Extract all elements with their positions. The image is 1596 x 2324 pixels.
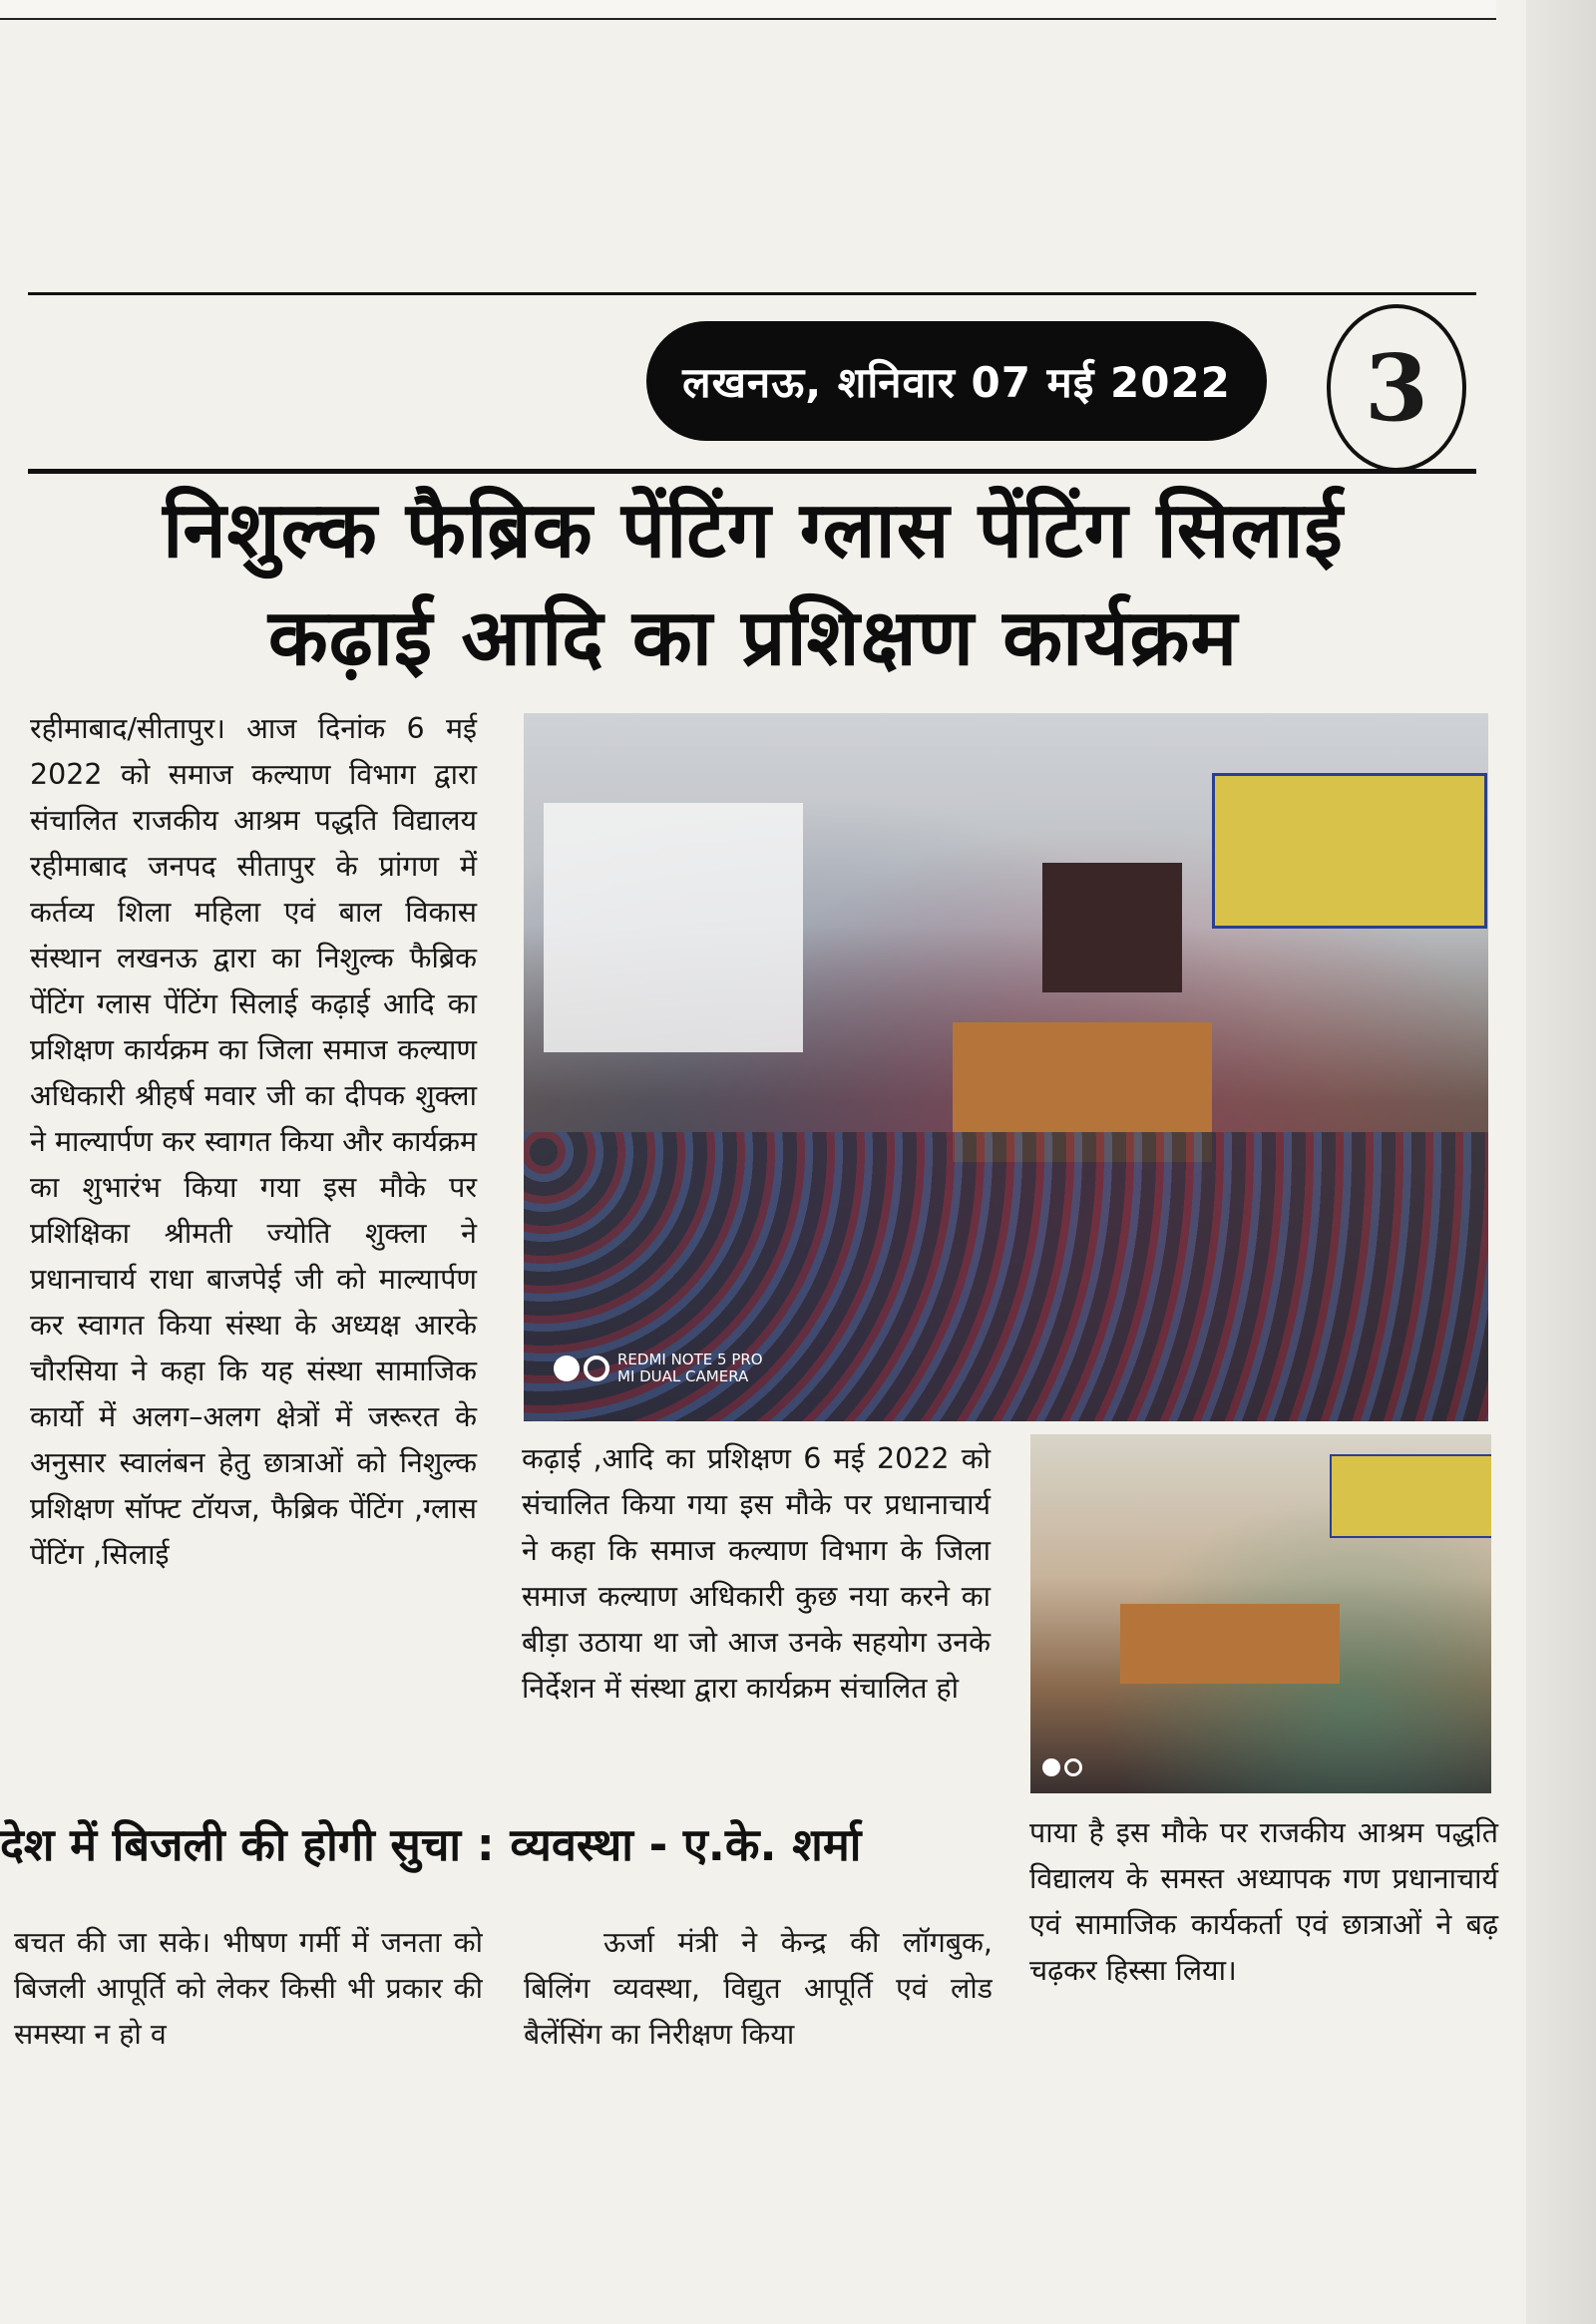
article-text-left: रहीमाबाद/सीतापुर। आज दिनांक 6 मई 2022 को समाज कल्याण विभाग द्वारा संचालित राजकीय आश्रम पद्धति विद्यालय रहीमाबाद जनपद सीतापुर के प्रांगण में कर्तव्य शिला महिला एवं बाल विकास संस्थान लखनऊ द्वारा का निशुल्क फैब्रिक पेंटिंग ग्लास पेंटिंग सिलाई कढ़ाई आदि का प्रशिक्षण कार्यक्रम का जिला समाज कल्याण अधिकारी श्रीहर्ष मवार जी का दीपक शुक्ला ने माल्यार्पण कर स्वागत किया और कार्यक्रम का शुभारंभ किया गया इस मौके पर प्रशिक्षिका श्रीमती ज्योति शुक्ला ने प्रधानाचार्य राधा बाजपेई जी को माल्यार्पण कर स्वागत किया संस्था के अध्यक्ष आरके चौरसिया ने कहा कि यह संस्था सामाजिक कार्यो में अलग–अलग क्षेत्रों में जरूरत के अनुसार स्वालंबन हेतु छात्राओं को निशुल्क प्रशिक्षण सॉफ्ट टॉयज, फैब्रिक पेंटिंग ,ग्लास पेंटिंग ,सिलाई bbox=[30, 712, 477, 1571]
second-article-column-middle bbox=[524, 1920, 993, 2058]
second-article-text-left: बचत की जा सके। भीषण गर्मी में जनता को बिजली आपूर्ति को लेकर किसी भी प्रकार की समस्या न हो व bbox=[14, 1926, 483, 2051]
article-column-right bbox=[1029, 1810, 1498, 1994]
photo-small-banner bbox=[1330, 1454, 1491, 1538]
article-headline bbox=[30, 477, 1476, 692]
second-article-text-middle: ऊर्जा मंत्री ने केन्द्र की लॉगबुक, बिलिंग व्यवस्था, विद्युत आपूर्ति एवं लोड बैलेंसिंग का निरीक्षण किया bbox=[524, 1926, 993, 2051]
second-article-column-left bbox=[14, 1920, 483, 2058]
masthead-bottom-rule bbox=[28, 469, 1476, 474]
photo-banner bbox=[1212, 773, 1487, 929]
dateline: लखनऊ, शनिवार 07 मई 2022 bbox=[646, 321, 1267, 441]
watermark-line-1: REDMI NOTE 5 PRO bbox=[617, 1351, 763, 1368]
event-photo-main bbox=[524, 713, 1488, 1421]
masthead-top-rule bbox=[28, 292, 1476, 295]
event-photo-small bbox=[1030, 1434, 1491, 1793]
camera-dots-icon bbox=[1042, 1758, 1082, 1776]
camera-watermark-small bbox=[1042, 1758, 1082, 1776]
photo-small-desk bbox=[1120, 1604, 1340, 1684]
photo-window bbox=[544, 803, 803, 1052]
article-column-left bbox=[30, 706, 477, 1578]
article-text-middle: कढ़ाई ,आदि का प्रशिक्षण 6 मई 2022 को संचालित किया गया इस मौके पर प्रधानाचार्य ने कहा कि समाज कल्याण विभाग के जिला समाज कल्याण अधिकारी कुछ नया करने का बीड़ा उठाया था जो आज उनके सहयोग उनके निर्देशन में संस्था द्वारा कार्यक्रम संचालित हो bbox=[522, 1442, 991, 1705]
headline-line-1: निशुल्क फैब्रिक पेंटिंग ग्लास पेंटिंग सिलाई bbox=[163, 486, 1344, 576]
camera-watermark bbox=[554, 1352, 763, 1385]
article-column-middle bbox=[522, 1436, 991, 1712]
article-text-right: पाया है इस मौके पर राजकीय आश्रम पद्धति विद्यालय के समस्त अध्यापक गण प्रधानाचार्य एवं सामाजिक कार्यकर्ता एवं छात्राओं ने बढ़ चढ़कर हिस्सा लिया। bbox=[1029, 1816, 1498, 1987]
second-article-headline: देश में बिजली की होगी सुचा : व्यवस्था - ए.के. शर्मा bbox=[0, 1818, 862, 1871]
headline-line-2: कढ़ाई आदि का प्रशिक्षण कार्यक्रम bbox=[267, 593, 1239, 683]
adjacent-page-edge bbox=[1526, 0, 1596, 2324]
watermark-line-2: MI DUAL CAMERA bbox=[617, 1367, 749, 1385]
previous-page-strip bbox=[0, 0, 1496, 20]
photo-board bbox=[1042, 863, 1182, 992]
camera-dots-icon bbox=[554, 1356, 609, 1381]
page-number: 3 bbox=[1327, 304, 1466, 472]
